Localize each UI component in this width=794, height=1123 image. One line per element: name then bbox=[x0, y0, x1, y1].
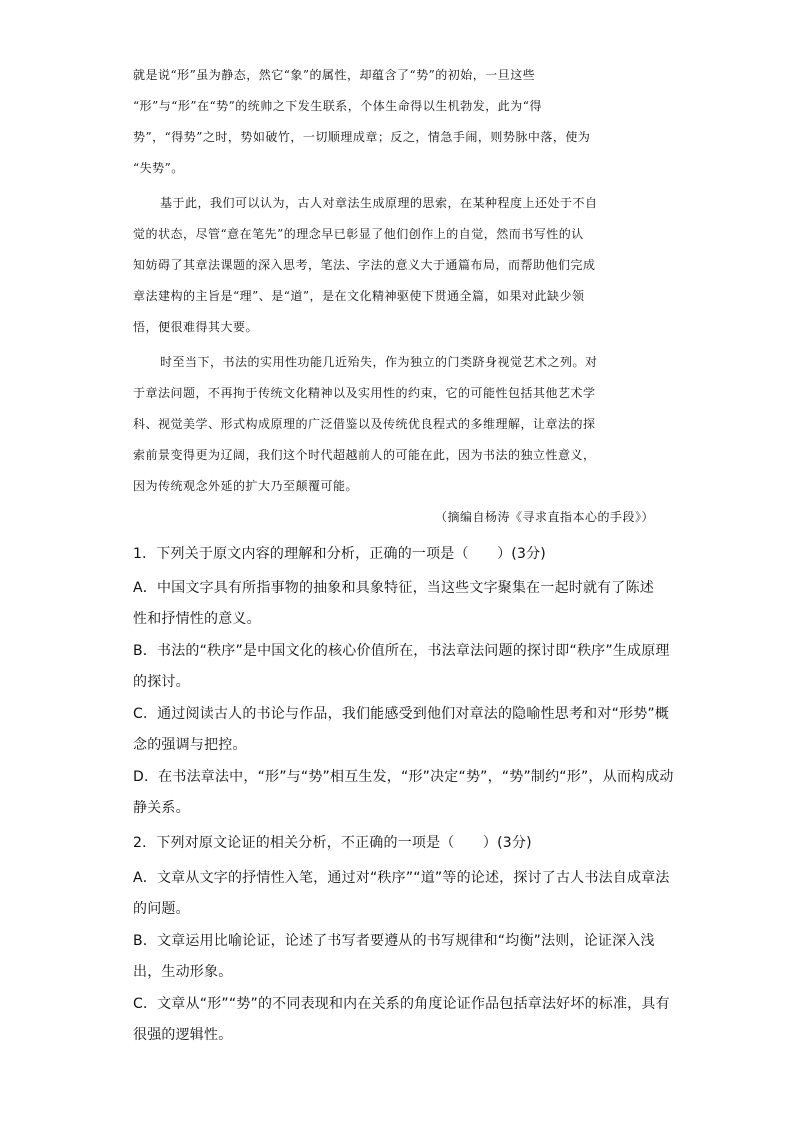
passage-line: 基于此，我们可以认为，古人对章法生成原理的思索，在某种程度上还处于不自 bbox=[160, 196, 598, 210]
question-1-option-b: B．书法的“秩序”是中国文化的核心价值所在，书法章法问题的探讨即“秩序”生成原理 bbox=[133, 643, 670, 659]
passage-line: 觉的状态，尽管“意在笔先”的理念早已彰显了他们创作上的自觉，然而书写性的认 bbox=[133, 227, 584, 241]
passage-line: 势”，“得势”之时，势如破竹，一切顺理成章；反之，情急手闹，则势脉中落，使为 bbox=[133, 130, 591, 144]
question-1-stem: 1．下列关于原文内容的理解和分析，正确的一项是（ ）(3分) bbox=[133, 546, 546, 562]
question-2-stem: 2．下列对原文论证的相关分析，不正确的一项是（ ）(3分) bbox=[133, 835, 532, 851]
passage-line: 就是说“形”虽为静态，然它“象”的属性，却蕴含了“势”的初始，一旦这些 bbox=[133, 68, 536, 82]
question-1-option-d: D．在书法章法中，“形”与“势”相互生发，“形”决定“势”，“势”制约“形”，从而构成动 bbox=[133, 769, 674, 785]
question-2-option-b-cont: 出，生动形象。 bbox=[133, 964, 233, 980]
question-1-option-a-cont: 性和抒情性的意义。 bbox=[133, 611, 261, 627]
passage-line: 章法建构的主旨是“理”、是“道”，是在文化精神驱使下贯通全篇，如果对此缺少领 bbox=[133, 289, 585, 303]
passage-line: 时至当下，书法的实用性功能几近殆失，作为独立的门类跻身视觉艺术之列。对 bbox=[160, 355, 598, 369]
passage-line: 因为传统观念外延的扩大乃至颠覆可能。 bbox=[133, 479, 359, 493]
question-2-option-c-cont: 很强的逻辑性。 bbox=[133, 1027, 233, 1043]
passage-line: 科、视觉美学、形式构成原理的广泛借鉴以及传统优良程式的多维理解，让章法的探 bbox=[133, 417, 596, 431]
passage-line: 悟，便很难得其大要。 bbox=[133, 320, 259, 334]
question-1-option-d-cont: 静关系。 bbox=[133, 800, 190, 816]
question-2-option-a-cont: 的问题。 bbox=[133, 901, 190, 917]
passage-line: 于章法问题，不再拘于传统文化精神以及实用性的约束，它的可能性包括其他艺术学 bbox=[133, 386, 596, 400]
passage-line: “形”与“形”在“势”的统帅之下发生联系，个体生命得以生机勃发，此为“得 bbox=[133, 99, 542, 113]
question-1-option-c-cont: 念的强调与把控。 bbox=[133, 737, 247, 753]
passage-line: 知妨碍了其章法课题的深入思考，笔法、字法的意义大于通篇布局，而帮助他们完成 bbox=[133, 258, 596, 272]
passage-line: 索前景变得更为辽阔，我们这个时代超越前人的可能在此，因为书法的独立性意义， bbox=[133, 448, 596, 462]
passage-source: （摘编自杨涛《寻求直指本心的手段》） bbox=[434, 510, 654, 524]
question-2-option-a: A．文章从文字的抒情性入笔，通过对“秩序”“道”等的论述，探讨了古人书法自成章法 bbox=[133, 870, 670, 886]
question-2-option-b: B．文章运用比喻论证，论述了书写者要遵从的书写规律和“均衡”法则，论证深入浅 bbox=[133, 933, 655, 949]
question-2-option-c: C．文章从“形”“势”的不同表现和内在关系的角度论证作品包括章法好坏的标准，具有 bbox=[133, 996, 670, 1012]
question-1-option-b-cont: 的探讨。 bbox=[133, 674, 190, 690]
question-1-option-c: C．通过阅读古人的书论与作品，我们能感受到他们对章法的隐喻性思考和对“形势”概 bbox=[133, 706, 670, 722]
question-1-option-a: A．中国文字具有所指事物的抽象和具象特征，当这些文字聚集在一起时就有了陈述 bbox=[133, 580, 654, 596]
passage-line: “失势”。 bbox=[133, 161, 184, 175]
